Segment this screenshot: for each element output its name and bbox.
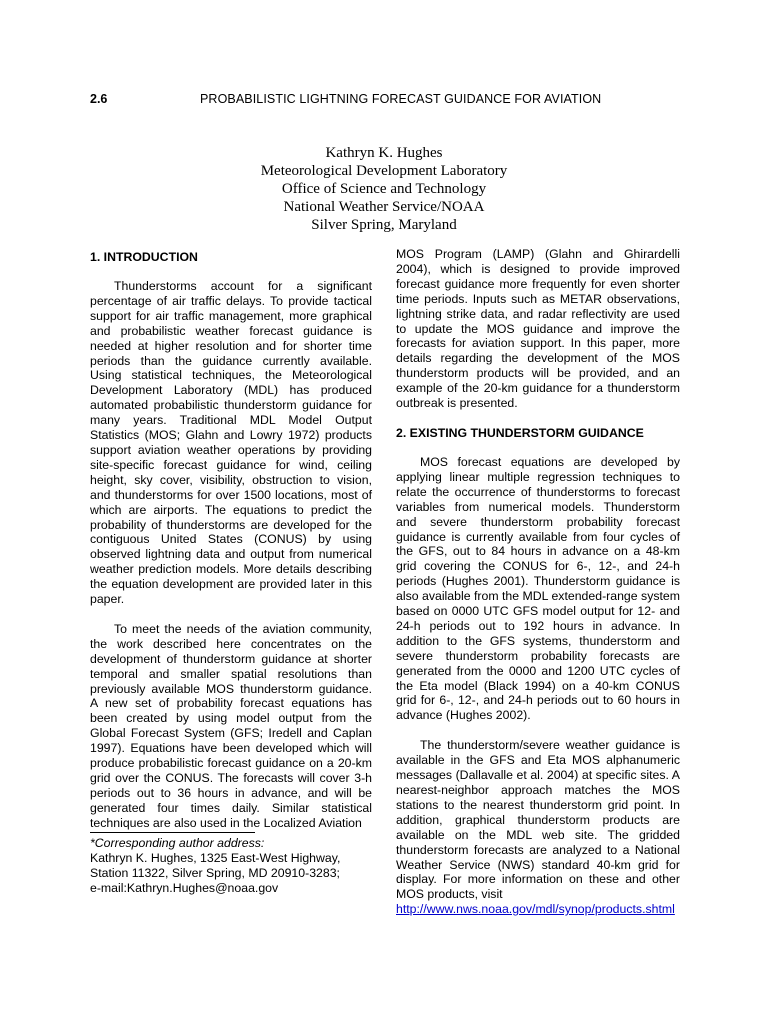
footnote-address-line-2: Station 11322, Silver Spring, MD 20910-3283; xyxy=(90,866,340,880)
author-affiliation-lab: Meteorological Development Laboratory xyxy=(260,163,508,179)
existing-paragraph-1: MOS forecast equations are developed by applying linear multiple regression techniques to relate the occurrence of thunderstorms to forecast variables from numerical models. Thunderstorm and severe thunderstorm probability forecast guidance is currently available from four cycles of the GFS, out to 84 hours in advance on a 48-km grid covering the CONUS for 6-, 12-, and 24-h periods (Hughes 2001). Thunderstorm guidance is also available from the MDL extended-range system based on 0000 UTC GFS model output for 12- and 24-h periods out to 192 hours in advance. In addition to the GFS systems, thunderstorm and severe thunderstorm probability forecasts are generated from the 0000 and 1200 UTC cycles of the Eta model (Black 1994) on a 40-km CONUS grid for 6-, 12-, and 24-h periods out to 60 hours in advance (Hughes 2002). xyxy=(396,454,680,723)
footnote-email: e-mail:Kathryn.Hughes@noaa.gov xyxy=(90,881,279,895)
footnote-address-line-1: Kathryn K. Hughes, 1325 East-West Highway, xyxy=(90,851,341,865)
section-heading-introduction: 1. INTRODUCTION xyxy=(90,250,198,264)
existing-paragraph-2-text: The thunderstorm/severe weather guidance is available in the GFS and Eta MOS alphanumeric messages (Dallavalle et al. 2004) at specific sites. A nearest-neighbor approach matches the MOS stations to the nearest thunderstorm grid point. In addition, graphical thunderstorm products are available on the MDL web site. The gridded thunderstorm forecasts are analyzed to a National Weather Service (NWS) standard 40-km grid for display. For more information on these and other MOS products, visit xyxy=(396,738,680,902)
author-block xyxy=(90,144,678,234)
author-location: Silver Spring, Maryland xyxy=(311,217,457,233)
paper-title: PROBABILISTIC LIGHTNING FORECAST GUIDANCE FOR AVIATION xyxy=(200,92,602,106)
section-heading-existing-guidance: 2. EXISTING THUNDERSTORM GUIDANCE xyxy=(396,425,644,440)
author-name: Kathryn K. Hughes xyxy=(325,145,443,161)
right-column xyxy=(396,247,680,917)
paper-number: 2.6 xyxy=(90,92,108,106)
corresponding-author-footnote xyxy=(90,832,375,896)
intro-paragraph-2: To meet the needs of the aviation community, the work described here concentrates on the development of thunderstorm guidance at shorter temporal and smaller spatial resolutions than previously available MOS thunderstorm guidance. A new set of probability forecast equations has been created by using model output from the Global Forecast System (GFS; Iredell and Caplan 1997). Equations have been developed which will produce probabilistic forecast guidance on a 20-km grid over the CONUS. The forecasts will cover 3-h periods out to 36 hours in advance, and will be generated four times daily. Similar statistical techniques are also used in the Localized Aviation xyxy=(90,621,372,830)
intro-paragraph-2-continued: MOS Program (LAMP) (Glahn and Ghirardelli 2004), which is designed to provide improved forecast guidance more frequently for even shorter time periods. Inputs such as METAR observations, lightning strike data, and radar reflectivity are used to update the MOS guidance and improve the forecasts for aviation support. In this paper, more details regarding the development of the MOS thunderstorm products will be provided, and an example of the 20-km guidance for a thunderstorm outbreak is presented. xyxy=(396,247,680,411)
author-affiliation-office: Office of Science and Technology xyxy=(281,181,487,197)
left-column xyxy=(90,250,372,831)
existing-paragraph-2 xyxy=(396,738,680,917)
mos-products-link[interactable]: http://www.nws.noaa.gov/mdl/synop/products.shtml xyxy=(396,902,675,917)
footnote-rule xyxy=(90,832,255,833)
footnote-label: *Corresponding author address: xyxy=(90,836,265,850)
intro-paragraph-1: Thunderstorms account for a significant percentage of air traffic delays. To provide tactical support for air traffic management, more graphical and probabilistic weather forecast guidance is needed at higher resolution and for shorter time periods than the guidance currently available. Using statistical techniques, the Meteorological Development Laboratory (MDL) has produced automated probabilistic thunderstorm guidance for many years. Traditional MDL Model Output Statistics (MOS; Glahn and Lowry 1972) products support aviation weather operations by providing site-specific forecast guidance for wind, ceiling height, sky cover, visibility, obstruction to vision, and thunderstorms for over 1500 locations, most of which are airports. The equations to predict the probability of thunderstorms are developed for the contiguous United States (CONUS) by using observed lightning data and output from numerical weather prediction models. More details describing the equation development are provided later in this paper. xyxy=(90,279,372,607)
author-affiliation-agency: National Weather Service/NOAA xyxy=(283,199,485,215)
paper-header xyxy=(90,92,690,110)
